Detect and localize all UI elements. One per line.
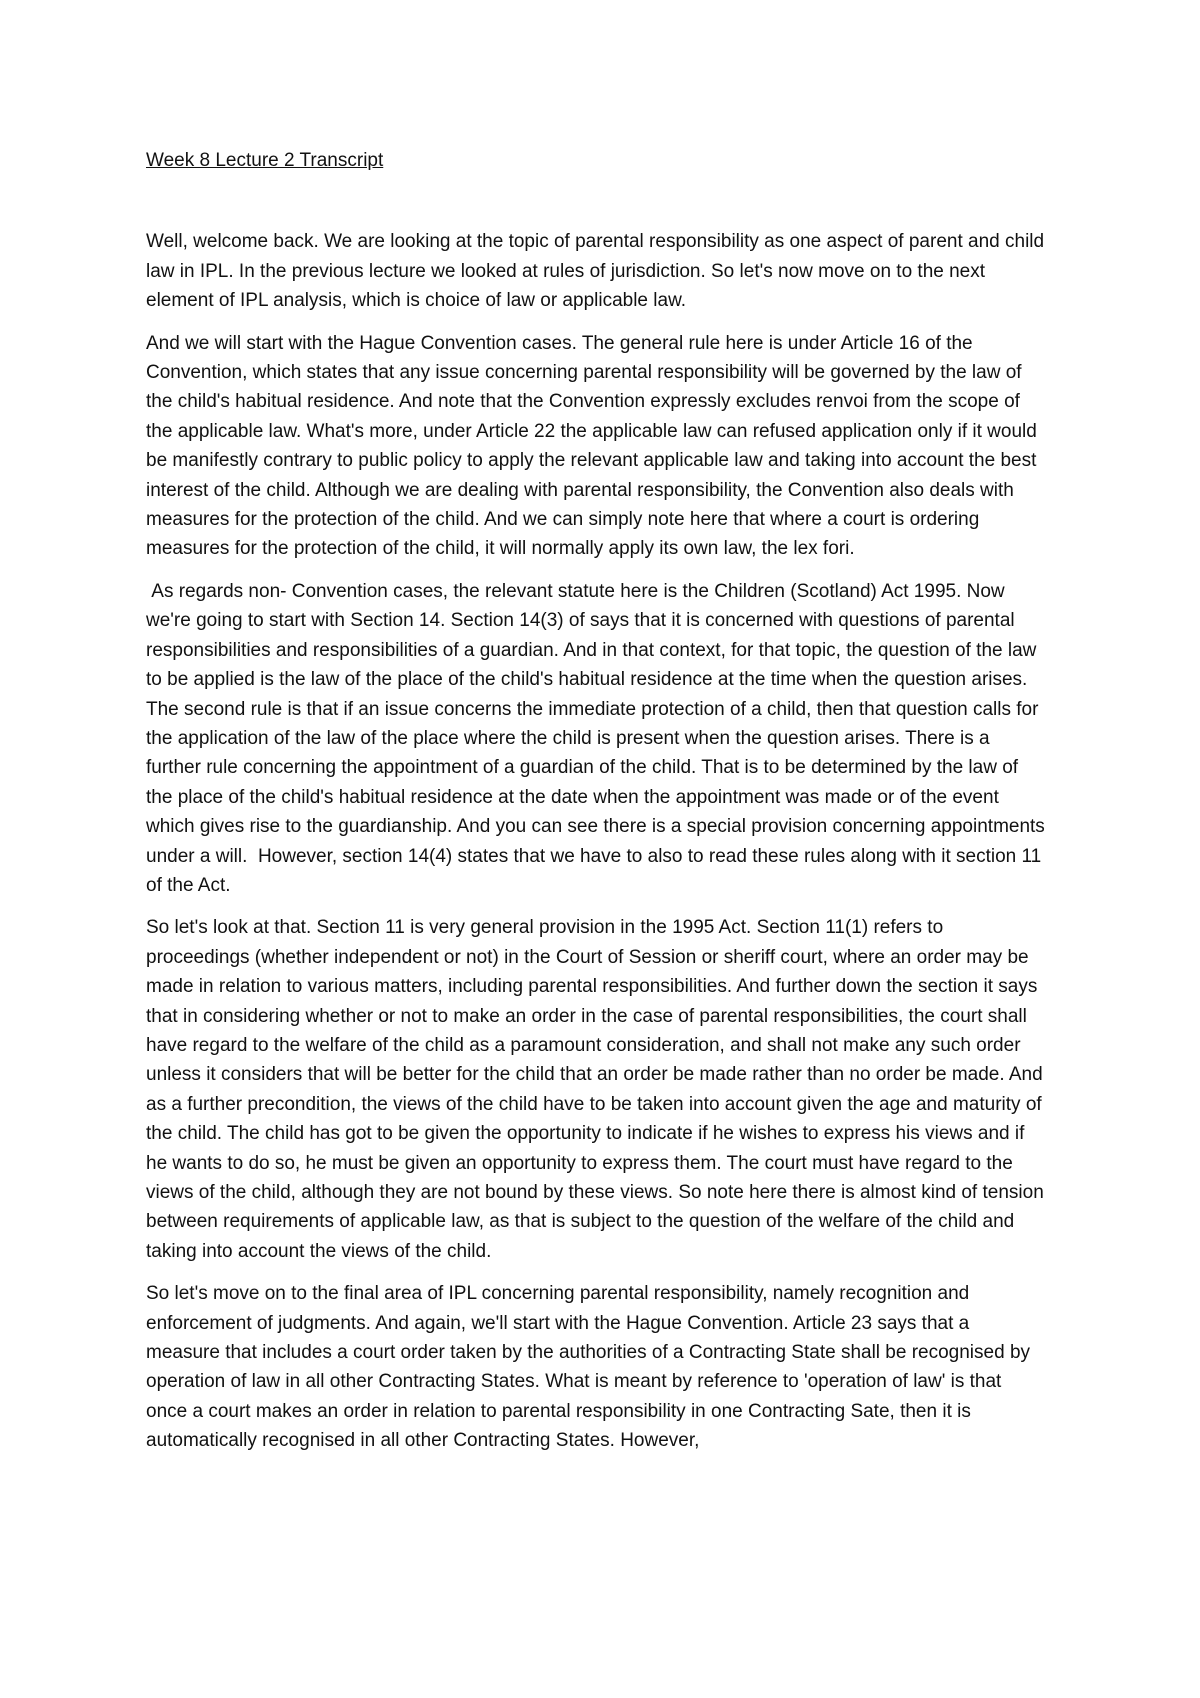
paragraph-recognition-enforcement: So let's move on to the final area of IPL concerning parental responsibility, namely recognition and enforcement of judgments. And again, we'll start with the Hague Convention. Article 23 says that a measure that includes a court order taken by the authorities of a Contracting State shall be recognised by operation of law in all other Contracting States. What is meant by reference to 'operation of law' is that once a court makes an order in relation to parental responsibility in one Contracting Sate, then it is automatically recognised in all other Contracting States. However, — [146, 1283, 1036, 1452]
paragraph-section-11: So let's look at that. Section 11 is very general provision in the 1995 Act. Section 11(1) refers to proceedings (whether independent or not) in the Court of Session or sheriff court, where an order may be made in relation to various matters, including parental responsibilities. And further down the section it says that in considering whether or not to make an order in the case of parental responsibilities, the court shall have regard to the welfare of the child as a paramount consideration, and shall not make any such order unless it considers that will be better for the child that an order be made rather than no order be made. And as a further precondition, the views of the child have to be taken into account given the age and maturity of the child. The child has got to be given the opportunity to indicate if he wishes to express his views and if he wants to do so, he must be given an opportunity to express them. The court must have regard to the views of the child, although they are not bound by these views. So note here there is almost kind of tension between requirements of applicable law, as that is subject to the question of the welfare of the child and taking into account the views of the child. — [146, 917, 1050, 1262]
paragraph-non-convention-cases: As regards non- Convention cases, the relevant statute here is the Children (Scotland) Act 1995. Now we're going to start with Section 14. Section 14(3) of says that it is concerned with questions of parental responsibilities and responsibilities of a guardian. And in that context, for that topic, the question of the law to be applied is the law of the place of the child's habitual residence at the time when the question arises. The second rule is that if an issue concerns the immediate protection of a child, then that question calls for the application of the law of the place where the child is present when the question arises. There is a further rule concerning the appointment of a guardian of the child. That is to be determined by the law of the place of the child's habitual residence at the date when the appointment was made or of the event which gives rise to the guardianship. And you can see there is a special provision concerning appointments under a will. However, section 14(4) states that we have to also to read these rules along with it section 11 of the Act. — [146, 580, 1051, 896]
document-body — [146, 146, 1051, 1469]
document-title: Week 8 Lecture 2 Transcript — [146, 150, 384, 171]
paragraph-intro: Well, welcome back. We are looking at the topic of parental responsibility as one aspect of parent and child law in IPL. In the previous lecture we looked at rules of jurisdiction. So let's now move on to the next element of IPL analysis, which is choice of law or applicable law. — [146, 231, 1050, 312]
paragraph-hague-convention-choice-of-law: And we will start with the Hague Convention cases. The general rule here is under Article 16 of the Convention, which states that any issue concerning parental responsibility will be governed by the law of the child's habitual residence. And note that the Convention expressly excludes renvoi from the scope of the applicable law. What's more, under Article 22 the applicable law can refused application only if it would be manifestly contrary to public policy to apply the relevant applicable law and taking into account the best interest of the child. Although we are dealing with parental responsibility, the Convention also deals with measures for the protection of the child. And we can simply note here that where a court is ordering measures for the protection of the child, it will normally apply its own law, the lex fori. — [146, 332, 1043, 560]
